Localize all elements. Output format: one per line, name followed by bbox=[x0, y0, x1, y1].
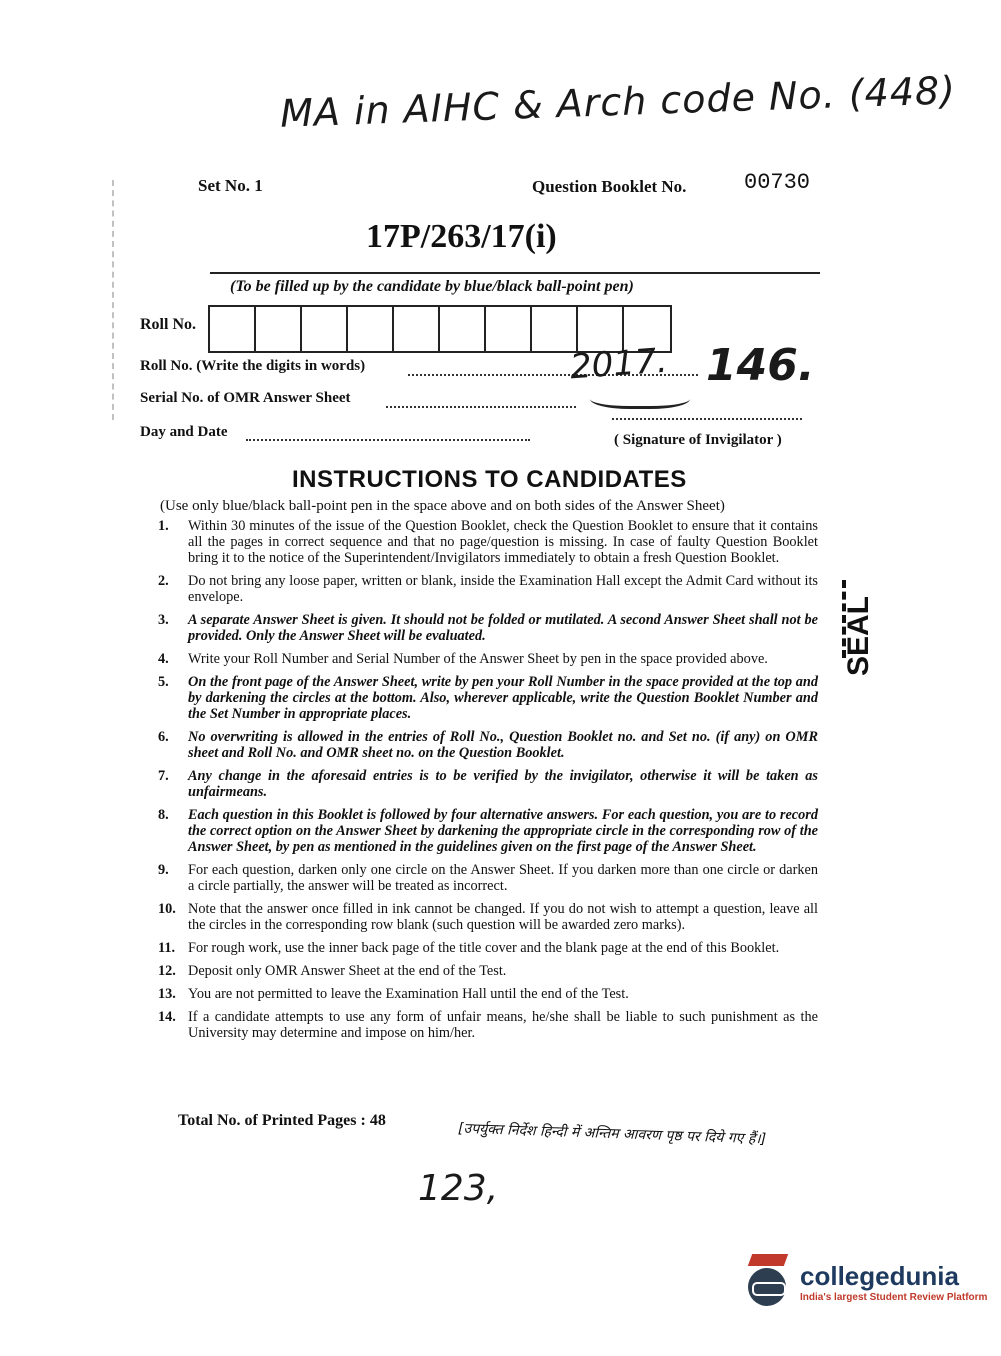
instruction-item bbox=[158, 986, 818, 1002]
roll-number-label: Roll No. bbox=[140, 316, 196, 333]
instruction-item bbox=[158, 862, 818, 894]
instruction-item bbox=[158, 963, 818, 979]
handwritten-footer-number: 123, bbox=[418, 1168, 499, 1209]
instruction-item bbox=[158, 518, 818, 566]
question-booklet-label: Question Booklet No. bbox=[532, 177, 687, 196]
instruction-item bbox=[158, 807, 818, 855]
instruction-number: 2. bbox=[158, 573, 169, 589]
roll-number-box[interactable] bbox=[302, 307, 348, 351]
instruction-item bbox=[158, 729, 818, 761]
roll-number-box[interactable] bbox=[486, 307, 532, 351]
instruction-item bbox=[158, 674, 818, 722]
instruction-number: 1. bbox=[158, 518, 169, 534]
instruction-item bbox=[158, 612, 818, 644]
omr-serial-field[interactable] bbox=[386, 406, 576, 408]
instruction-number: 3. bbox=[158, 612, 169, 628]
instruction-item bbox=[158, 1009, 818, 1041]
instruction-text: Note that the answer once filled in ink cannot be changed. If you do not wish to attempt a question, leave all the circles in the corresponding row blank (such question will be awarded zero marks). bbox=[188, 901, 818, 933]
handwritten-course-title: MA in AIHC & Arch code No. (448) bbox=[279, 68, 957, 136]
instruction-text: Deposit only OMR Answer Sheet at the end of the Test. bbox=[188, 963, 507, 979]
total-printed-pages: Total No. of Printed Pages : 48 bbox=[178, 1112, 386, 1129]
omr-serial-label: Serial No. of OMR Answer Sheet bbox=[140, 390, 351, 406]
roll-number-box[interactable] bbox=[394, 307, 440, 351]
omr-handwritten-scribble bbox=[590, 384, 690, 409]
roll-number-box[interactable] bbox=[210, 307, 256, 351]
instruction-item bbox=[158, 573, 818, 605]
roll-number-box[interactable] bbox=[348, 307, 394, 351]
instruction-item bbox=[158, 940, 818, 956]
instruction-text: On the front page of the Answer Sheet, write by pen your Roll Number in the space provided at the top and by darkening the circles at the bottom. Also, wherever applicable, write the Question Booklet Number and the Set Number in appropriate places. bbox=[188, 674, 818, 722]
roll-words-handwritten-value-2: 146. bbox=[706, 340, 815, 391]
hindi-note: [उपर्युक्त निर्देश हिन्दी में अन्तिम आवरण पृष्ठ पर दिये गए हैं।] bbox=[457, 1120, 767, 1148]
roll-words-label: Roll No. (Write the digits in words) bbox=[140, 358, 366, 374]
side-stamp-marks bbox=[112, 180, 142, 420]
signature-label: ( Signature of Invigilator ) bbox=[614, 432, 782, 448]
instructions-intro: (Use only blue/black ball-point pen in the space above and on both sides of the Answer Sheet) bbox=[160, 498, 725, 514]
instruction-number: 12. bbox=[158, 963, 176, 979]
instruction-item bbox=[158, 768, 818, 800]
roll-number-box[interactable] bbox=[440, 307, 486, 351]
roll-number-box[interactable] bbox=[256, 307, 302, 351]
instruction-number: 7. bbox=[158, 768, 169, 784]
instruction-text: Any change in the aforesaid entries is to be verified by the invigilator, otherwise it will be taken as unfairmeans. bbox=[188, 768, 818, 800]
instruction-text: You are not permitted to leave the Examination Hall until the end of the Test. bbox=[188, 986, 629, 1002]
instruction-number: 11. bbox=[158, 940, 176, 956]
instruction-number: 10. bbox=[158, 901, 176, 917]
logo-tagline: India's largest Student Review Platform bbox=[800, 1292, 988, 1303]
mascot-icon bbox=[742, 1254, 794, 1310]
paper-code: 17P/263/17(i) bbox=[366, 218, 557, 255]
instructions-list bbox=[158, 518, 818, 1048]
instruction-text: No overwriting is allowed in the entries of Roll No., Question Booklet no. and Set no. (if any) on OMR sheet and Roll No. and OMR sheet no. on the Question Booklet. bbox=[188, 729, 818, 761]
instruction-number: 4. bbox=[158, 651, 169, 667]
instruction-number: 5. bbox=[158, 674, 169, 690]
instruction-number: 6. bbox=[158, 729, 169, 745]
logo-name: collegedunia bbox=[800, 1261, 959, 1291]
instruction-text: If a candidate attempts to use any form of unfair means, he/she shall be liable to such punishment as the University may determine and impose on him/her. bbox=[188, 1009, 818, 1041]
instruction-text: Within 30 minutes of the issue of the Question Booklet, check the Question Booklet to ensure that it contains all the pages in correct sequence and that no page/question is missing. In case of faulty Question Booklet bring it to the notice of the Superintendent/Invigilators immediately to obtain a fresh Question Booklet. bbox=[188, 518, 818, 566]
roll-number-box[interactable] bbox=[532, 307, 578, 351]
header-divider bbox=[210, 272, 820, 274]
instruction-text: For each question, darken only one circle on the Answer Sheet. If you darken more than one circle or darken a circle partially, the answer will be treated as incorrect. bbox=[188, 862, 818, 894]
instruction-text: A separate Answer Sheet is given. It should not be folded or mutilated. A second Answer Sheet shall not be provided. Only the Answer Sheet will be evaluated. bbox=[188, 612, 818, 644]
question-booklet-number: 00730 bbox=[744, 170, 811, 195]
seal-label: SEAL bbox=[842, 595, 875, 676]
roll-words-handwritten-value: 2017. bbox=[568, 340, 669, 388]
instruction-text: Do not bring any loose paper, written or blank, inside the Examination Hall except the Admit Card without its envelope. bbox=[188, 573, 818, 605]
instruction-number: 13. bbox=[158, 986, 176, 1002]
day-date-field[interactable] bbox=[246, 439, 530, 441]
instruction-text: Each question in this Booklet is followed by four alternative answers. For each question, you are to record the correct option on the Answer Sheet by darkening the appropriate circle in the corresponding row of the Answer Sheet, by pen as mentioned in the guidelines given on the first page of the Answer Sheet. bbox=[188, 807, 818, 855]
signature-field[interactable] bbox=[612, 418, 802, 420]
instruction-text: Write your Roll Number and Serial Number of the Answer Sheet by pen in the space provided above. bbox=[188, 651, 768, 667]
fill-instruction-note: (To be filled up by the candidate by blue/black ball-point pen) bbox=[230, 278, 634, 295]
instruction-item bbox=[158, 901, 818, 933]
instruction-number: 14. bbox=[158, 1009, 176, 1025]
instruction-item bbox=[158, 651, 818, 667]
day-date-label: Day and Date bbox=[140, 424, 228, 440]
instruction-text: For rough work, use the inner back page of the title cover and the blank page at the end of this Booklet. bbox=[188, 940, 780, 956]
instruction-number: 9. bbox=[158, 862, 169, 878]
set-number: Set No. 1 bbox=[198, 176, 263, 195]
instructions-title: INSTRUCTIONS TO CANDIDATES bbox=[292, 466, 687, 493]
collegedunia-logo bbox=[742, 1254, 987, 1310]
instruction-number: 8. bbox=[158, 807, 169, 823]
